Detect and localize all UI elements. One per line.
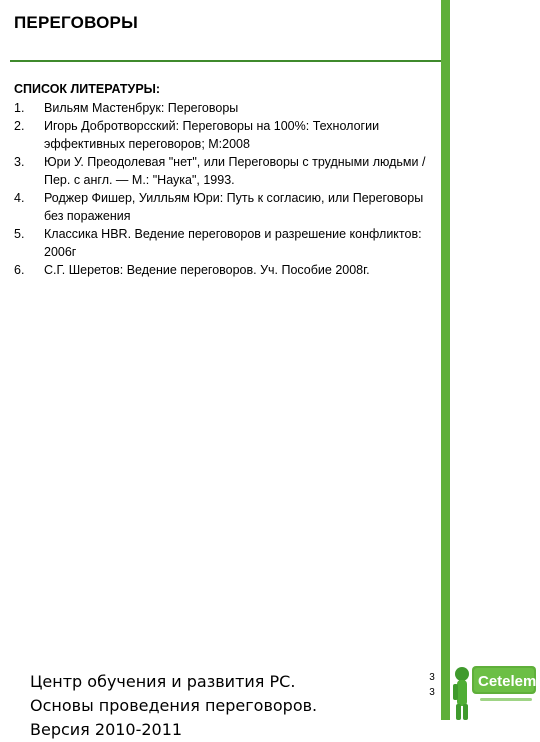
title-divider: [10, 60, 441, 62]
list-item-text: Классика HBR. Ведение переговоров и разрешение конфликтов: 2006г: [44, 227, 422, 259]
list-item: [14, 153, 438, 189]
list-item: [14, 225, 438, 261]
page-number: [427, 670, 437, 700]
list-item-number: 5.: [14, 227, 25, 241]
page-number-digit: 3: [429, 687, 435, 698]
reference-list: [14, 99, 438, 279]
list-item-text: С.Г. Шеретов: Ведение переговоров. Уч. Пособие 2008г.: [44, 263, 370, 277]
list-item-number: 4.: [14, 191, 25, 205]
list-item-text: Роджер Фишер, Уилльям Юри: Путь к согласию, или Переговоры без поражения: [44, 191, 424, 223]
list-item: [14, 117, 438, 153]
list-item: [14, 99, 438, 117]
svg-text:Cetelem: Cetelem: [478, 673, 537, 690]
footer-line: Центр обучения и развития РС.: [30, 672, 296, 691]
list-item-number: 2.: [14, 119, 25, 133]
list-item-number: 6.: [14, 263, 25, 277]
list-item: [14, 261, 438, 279]
list-item-text: Юри У. Преодолевая "нет", или Переговоры с трудными людьми / Пер. с англ. — М.: "Наука", 1993.: [44, 155, 426, 187]
list-item-text: Игорь Добротворсский: Переговоры на 100%: Технологии эффективных переговоров; М:2008: [44, 119, 380, 151]
side-accent-bar: [441, 0, 450, 720]
list-item-number: 1.: [14, 101, 25, 115]
footer-line: Версия 2010-2011: [30, 720, 183, 739]
list-item: [14, 189, 438, 225]
footer-line: Основы проведения переговоров.: [30, 696, 318, 715]
green-mascot-logo: [450, 660, 540, 720]
page-number-digit: 3: [429, 672, 435, 683]
slide-title: ПЕРЕГОВОРЫ: [14, 13, 138, 32]
list-item-text: Вильям Мастенбрук: Переговоры: [44, 101, 239, 115]
section-heading: СПИСОК ЛИТЕРАТУРЫ:: [14, 82, 161, 96]
footer-text: [30, 670, 318, 739]
list-item-number: 3.: [14, 155, 25, 169]
